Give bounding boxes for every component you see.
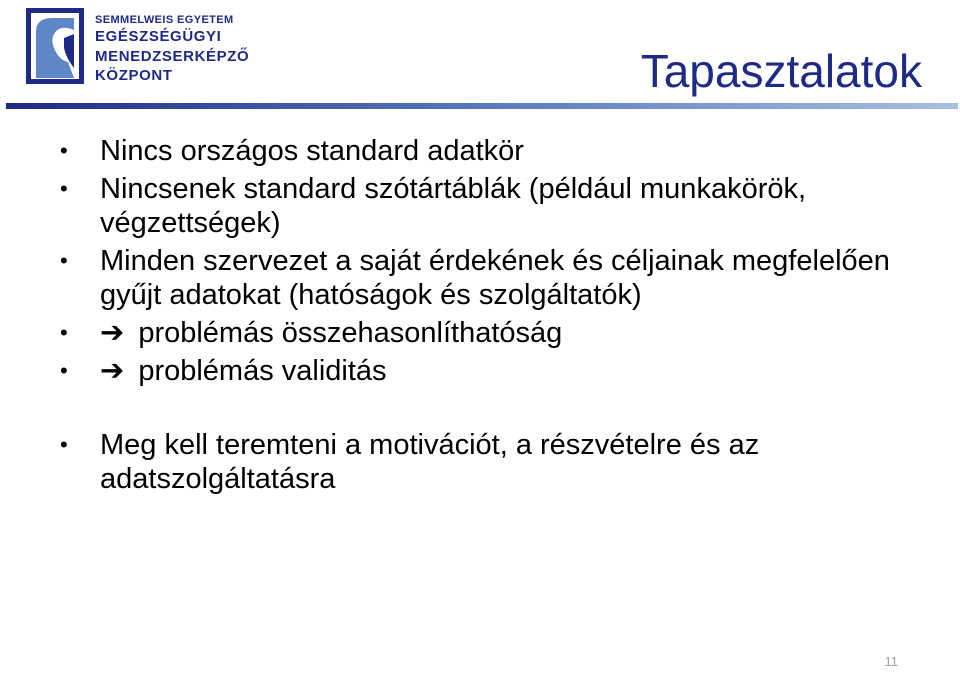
logo-line-2: MENEDZSERKÉPZŐ: [95, 47, 250, 65]
logo-wordmark: [95, 14, 249, 85]
bullet-item: [60, 172, 920, 240]
bullet-item: [60, 134, 920, 168]
page-number: 11: [884, 654, 898, 669]
bullet-dot: •: [60, 432, 68, 457]
bullet-text: problémás összehasonlíthatóság: [138, 317, 563, 349]
logo-line-university: SEMMELWEIS EGYETEM: [95, 14, 234, 26]
bullet-text: Nincsenek standard szótártáblák (például munkakörök, végzettségek): [100, 173, 807, 239]
bullet-dot: •: [60, 320, 68, 345]
bullet-dot: •: [60, 138, 68, 163]
bullet-text: problémás validitás: [138, 355, 387, 387]
bullet-list: [60, 134, 920, 500]
bullet-item: [60, 428, 920, 496]
logo-line-1: EGÉSZSÉGÜGYI: [95, 28, 222, 46]
arrow-right-icon: ➔: [100, 317, 125, 349]
bullet-dot: •: [60, 248, 68, 273]
bullet-text: Meg kell teremteni a motivációt, a részvételre és az adatszolgáltatásra: [100, 429, 760, 495]
bullet-text: Minden szervezet a saját érdekének és céljainak megfelelően gyűjt adatokat (hatóságok és szolgáltatók): [100, 245, 890, 311]
bullet-item: [60, 354, 920, 388]
semmelweis-logo-icon: [26, 8, 84, 84]
title-divider: [6, 103, 958, 109]
bullet-item: [60, 244, 920, 312]
slide-title: Tapasztalatok: [640, 45, 922, 97]
logo-line-3: KÖZPONT: [95, 67, 173, 85]
bullet-item: [60, 316, 920, 350]
bullet-dot: •: [60, 358, 68, 383]
arrow-right-icon: ➔: [100, 355, 125, 387]
bullet-dot: •: [60, 176, 68, 201]
bullet-text: Nincs országos standard adatkör: [100, 135, 524, 167]
